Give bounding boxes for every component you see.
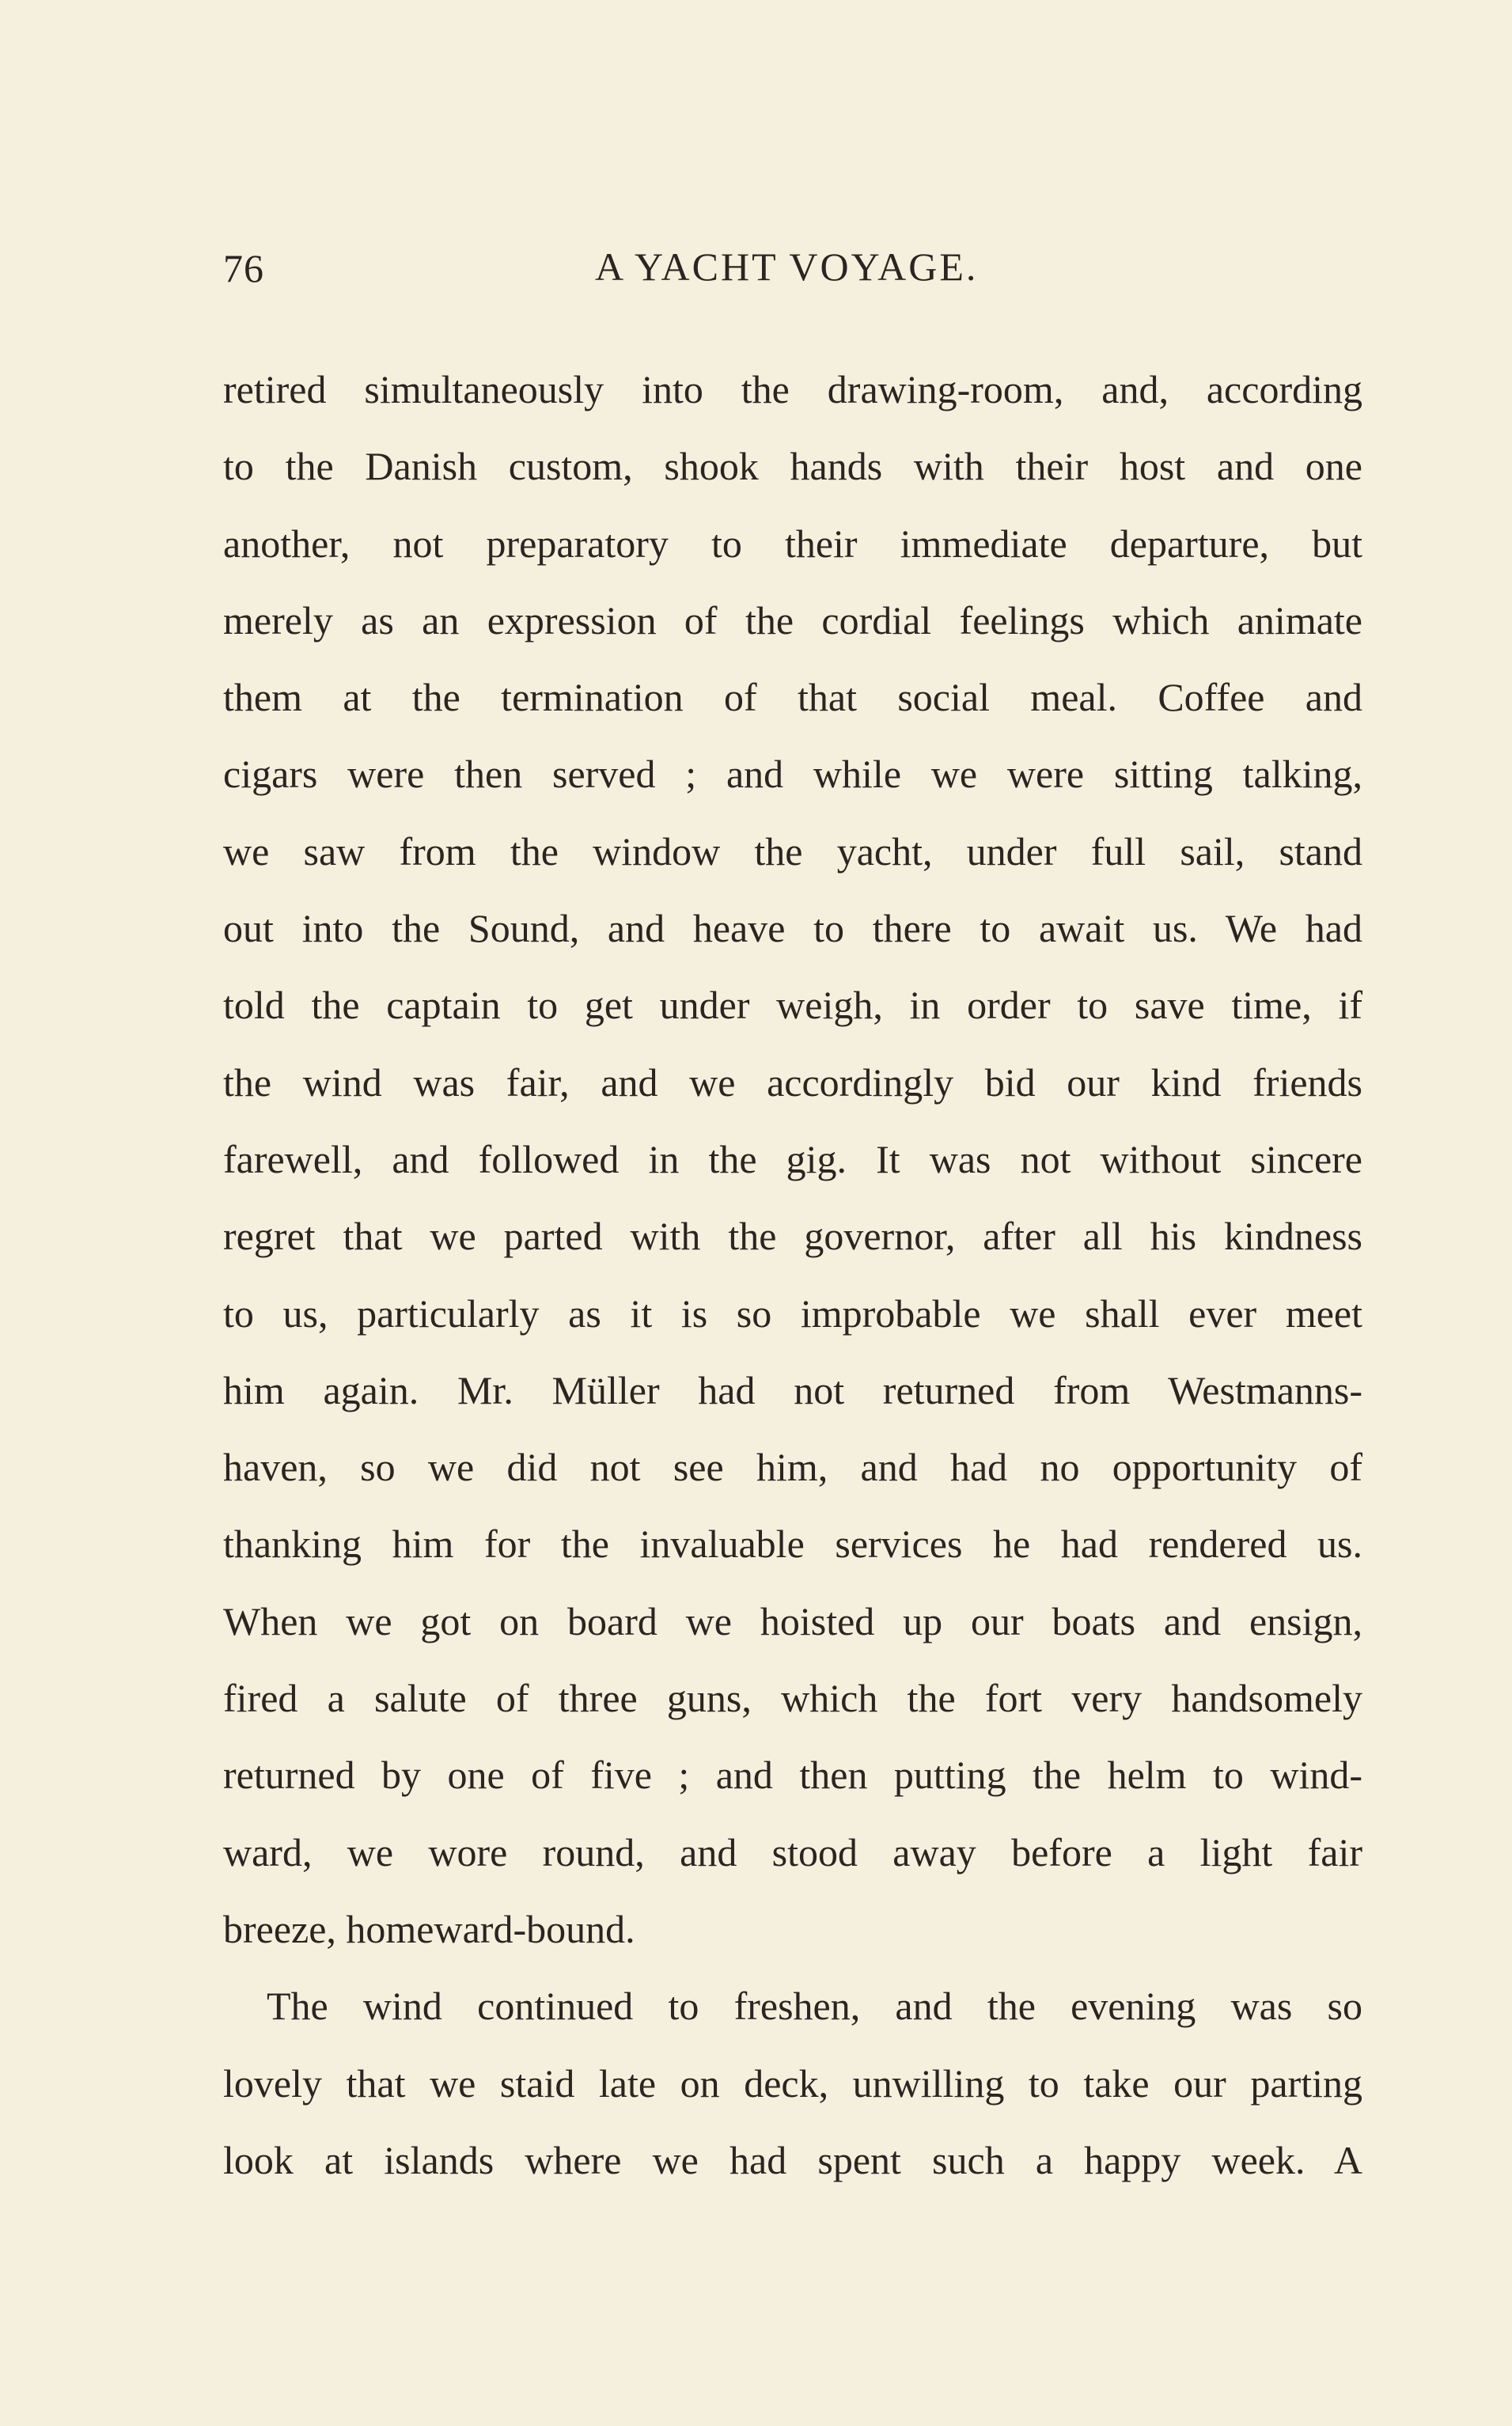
text-line: regret that we parted with the governor, after all his kindness: [223, 1214, 1362, 1259]
text-line: haven, so we did not see him, and had no opportunity of: [223, 1445, 1362, 1490]
text-line: cigars were then served ; and while we were sitting talking,: [223, 752, 1362, 797]
text-line: we saw from the window the yacht, under full sail, stand: [223, 828, 1362, 874]
text-line: to us, particularly as it is so improbable we shall ever meet: [223, 1291, 1362, 1336]
text-line: look at islands where we had spent such a happy week. A: [223, 2137, 1362, 2182]
text-line: thanking him for the invaluable services he had rendered us.: [223, 1522, 1362, 1567]
text-line: The wind continued to freshen, and the evening was so: [267, 1984, 1362, 2029]
text-line: them at the termination of that social meal. Coffee and: [223, 675, 1362, 720]
text-line: When we got on board we hoisted up our boats and ensign,: [223, 1598, 1362, 1643]
text-line: him again. Mr. Müller had not returned from Westmanns-: [223, 1367, 1362, 1412]
page-header: [223, 229, 1362, 301]
text-line: ward, we wore round, and stood away before a light fair: [223, 1829, 1362, 1874]
text-line: lovely that we staid late on deck, unwilling to take our parting: [223, 2060, 1362, 2106]
text-line: retired simultaneously into the drawing-room, and, according: [223, 367, 1362, 411]
body-text: [223, 351, 1362, 2199]
text-line: merely as an expression of the cordial feelings which animate: [223, 597, 1362, 643]
text-line: another, not preparatory to their immediate departure, but: [223, 521, 1362, 566]
paragraph-2: [223, 1968, 1362, 2199]
text-line: out into the Sound, and heave to there to await us. We had: [223, 906, 1362, 951]
paragraph-1: [223, 351, 1362, 1968]
text-line: the wind was fair, and we accordingly bid our kind friends: [223, 1059, 1362, 1105]
text-line: to the Danish custom, shook hands with their host and one: [223, 444, 1362, 489]
text-line: farewell, and followed in the gig. It was not without sincere: [223, 1136, 1362, 1181]
text-line: returned by one of five ; and then putting the helm to wind-: [223, 1753, 1362, 1798]
running-title: A YACHT VOYAGE.: [595, 244, 979, 289]
page-number: 76: [223, 246, 264, 290]
text-line: fired a salute of three guns, which the fort very handsomely: [223, 1676, 1362, 1721]
text-line: told the captain to get under weigh, in order to save time, if: [223, 983, 1362, 1028]
text-line: breeze, homeward-bound.: [223, 1906, 635, 1951]
